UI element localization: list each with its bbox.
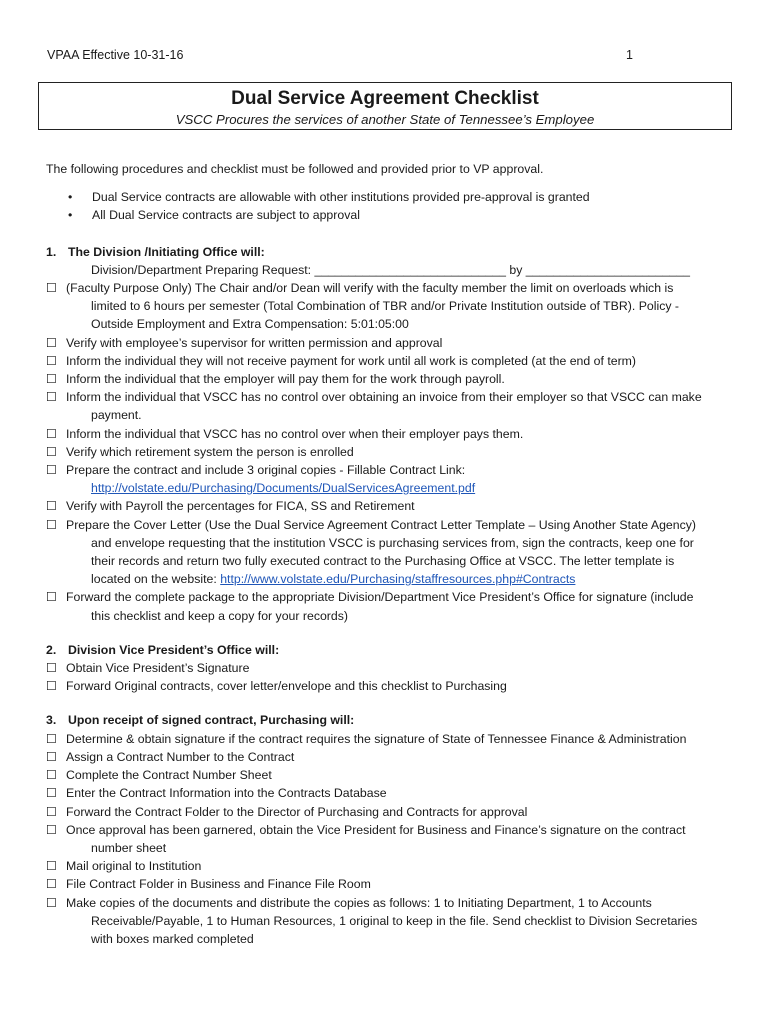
checklist-item-text: Complete the Contract Number Sheet — [66, 768, 272, 783]
checklist-item — [46, 803, 736, 821]
bullet-item: • All Dual Service contracts are subject to approval — [46, 206, 736, 224]
title-box — [38, 82, 732, 130]
checkbox-icon[interactable]: ☐ — [46, 335, 58, 350]
section-3-heading: 3. Upon receipt of signed contract, Purchasing will: — [46, 713, 355, 728]
checklist-item — [46, 425, 736, 443]
checklist-item — [46, 443, 736, 461]
checklist-item-continuation: Outside Employment and Extra Compensation: 5:01:05:00 — [91, 317, 409, 332]
checklist-item-text: Inform the individual that VSCC has no control over when their employer pays them. — [66, 426, 524, 441]
checkbox-icon[interactable]: ☐ — [46, 499, 58, 514]
checklist-item-continuation: limited to 6 hours per semester (Total Combination of TBR and/or Private Institution outside of TBR). Policy - — [91, 299, 680, 314]
checkbox-icon[interactable]: ☐ — [46, 390, 58, 405]
checklist-item-text: Inform the individual that VSCC has no control over obtaining an invoice from their employer so that VSCC can make — [66, 390, 702, 405]
checkbox-icon[interactable]: ☐ — [46, 661, 58, 676]
checklist-item — [46, 334, 736, 352]
checklist-item — [46, 516, 736, 534]
checklist-item-text: Determine & obtain signature if the contract requires the signature of State of Tennessee Finance & Administration — [66, 731, 687, 746]
checkbox-icon[interactable]: ☐ — [46, 731, 58, 746]
checkbox-icon[interactable]: ☐ — [46, 281, 58, 296]
document-title: Dual Service Agreement Checklist — [231, 88, 539, 109]
checklist-item-text: Prepare the Cover Letter (Use the Dual Service Agreement Contract Letter Template – Using Another State Agency) — [66, 517, 696, 532]
checklist-item-text: Verify with Payroll the percentages for FICA, SS and Retirement — [66, 499, 415, 514]
checklist-item-text: Forward the Contract Folder to the Director of Purchasing and Contracts for approval — [66, 804, 528, 819]
link-prefix: located on the website: — [91, 572, 221, 587]
hyperlink[interactable]: http://www.volstate.edu/Purchasing/staffresources.php#Contracts — [220, 572, 576, 587]
checklist-item — [46, 730, 736, 748]
checklist-item-continuation: payment. — [91, 408, 142, 423]
preparer-line: Division/Department Preparing Request: ____________________________ by ________________________ — [91, 262, 690, 277]
checklist-item — [46, 352, 736, 370]
checkbox-icon[interactable]: ☐ — [46, 749, 58, 764]
checkbox-icon[interactable]: ☐ — [46, 444, 58, 459]
checklist-item-continuation: their records and return two fully executed contract to the Purchasing Office at VSCC. The letter template is — [91, 554, 675, 569]
intro-paragraph: The following procedures and checklist must be followed and provided prior to VP approval. — [46, 162, 544, 176]
checkbox-icon[interactable]: ☐ — [46, 859, 58, 874]
checklist-item — [46, 279, 736, 297]
checklist-item — [46, 766, 736, 784]
page-number: 1 — [626, 48, 633, 62]
checklist-item — [46, 588, 736, 606]
checklist-item — [46, 370, 736, 388]
checklist-item-continuation: number sheet — [91, 840, 167, 855]
checklist-item-link-line — [46, 570, 736, 588]
checkbox-icon[interactable]: ☐ — [46, 353, 58, 368]
bullet-item: • Dual Service contracts are allowable with other institutions provided pre-approval is granted — [46, 188, 736, 206]
checkbox-icon[interactable]: ☐ — [46, 822, 58, 837]
hyperlink[interactable]: http://volstate.edu/Purchasing/Documents/DualServicesAgreement.pdf — [91, 481, 476, 496]
checklist-item — [46, 875, 736, 893]
checklist-item-text: Forward the complete package to the appropriate Division/Department Vice President’s Office for signature (include — [66, 590, 694, 605]
section-1-heading: 1. The Division /Initiating Office will: — [46, 244, 265, 259]
checklist-item-text: Forward Original contracts, cover letter/envelope and this checklist to Purchasing — [66, 679, 507, 694]
bullet-icon: • — [68, 190, 73, 205]
checklist-item-text: Make copies of the documents and distribute the copies as follows: 1 to Initiating Department, 1 to Accounts — [66, 895, 652, 910]
checklist-item — [46, 388, 736, 406]
document-body — [46, 160, 736, 948]
checkbox-icon[interactable]: ☐ — [46, 804, 58, 819]
checklist-item-text: Inform the individual that the employer will pay them for the work through payroll. — [66, 372, 505, 387]
checkbox-icon[interactable]: ☐ — [46, 895, 58, 910]
checklist-item-text: Assign a Contract Number to the Contract — [66, 749, 295, 764]
checklist-item-text: Once approval has been garnered, obtain the Vice President for Business and Finance’s signature on the contract — [66, 822, 686, 837]
section-2-heading: 2. Division Vice President’s Office will: — [46, 642, 280, 657]
checklist-item-text: Inform the individual they will not receive payment for work until all work is completed (at the end of term) — [66, 353, 637, 368]
checklist-item — [46, 784, 736, 802]
checklist-item-continuation: and envelope requesting that the institution VSCC is purchasing services from, sign the contracts, keep one for — [91, 535, 694, 550]
checklist-item-text: Verify which retirement system the person is enrolled — [66, 444, 354, 459]
checklist-item — [46, 461, 736, 479]
checklist-item-continuation: with boxes marked completed — [91, 931, 254, 946]
checklist-item-text: File Contract Folder in Business and Finance File Room — [66, 877, 371, 892]
checkbox-icon[interactable]: ☐ — [46, 679, 58, 694]
section-1-checklist — [46, 279, 736, 625]
checklist-item-text: Mail original to Institution — [66, 859, 202, 874]
checklist-item — [46, 857, 736, 875]
checklist-item — [46, 497, 736, 515]
checkbox-icon[interactable]: ☐ — [46, 426, 58, 441]
checklist-item — [46, 677, 736, 695]
checklist-item-text: Verify with employee’s supervisor for written permission and approval — [66, 335, 443, 350]
checkbox-icon[interactable]: ☐ — [46, 517, 58, 532]
checklist-item — [46, 659, 736, 677]
document-subtitle: VSCC Procures the services of another State of Tennessee’s Employee — [175, 112, 595, 127]
checkbox-icon[interactable]: ☐ — [46, 463, 58, 478]
checklist-item-text: Enter the Contract Information into the Contracts Database — [66, 786, 387, 801]
checklist-item — [46, 894, 736, 912]
checklist-item-link-line — [46, 479, 736, 497]
checklist-item — [46, 748, 736, 766]
checklist-item-text: (Faculty Purpose Only) The Chair and/or Dean will verify with the faculty member the limit on overloads which is — [66, 281, 674, 296]
bullet-icon: • — [68, 208, 73, 223]
checkbox-icon[interactable]: ☐ — [46, 768, 58, 783]
checkbox-icon[interactable]: ☐ — [46, 590, 58, 605]
section-3-checklist — [46, 730, 736, 948]
checklist-item-text: Obtain Vice President’s Signature — [66, 661, 250, 676]
checklist-item-continuation: Receivable/Payable, 1 to Human Resources, 1 original to keep in the file. Send checklist to Division Secretaries — [91, 913, 698, 928]
checkbox-icon[interactable]: ☐ — [46, 786, 58, 801]
section-2-checklist — [46, 659, 736, 695]
checkbox-icon[interactable]: ☐ — [46, 877, 58, 892]
checkbox-icon[interactable]: ☐ — [46, 372, 58, 387]
checklist-item — [46, 821, 736, 839]
checklist-item-text: Prepare the contract and include 3 original copies - Fillable Contract Link: — [66, 463, 466, 478]
checklist-item-continuation: this checklist and keep a copy for your records) — [91, 608, 348, 623]
effective-date: VPAA Effective 10-31-16 — [47, 48, 184, 62]
